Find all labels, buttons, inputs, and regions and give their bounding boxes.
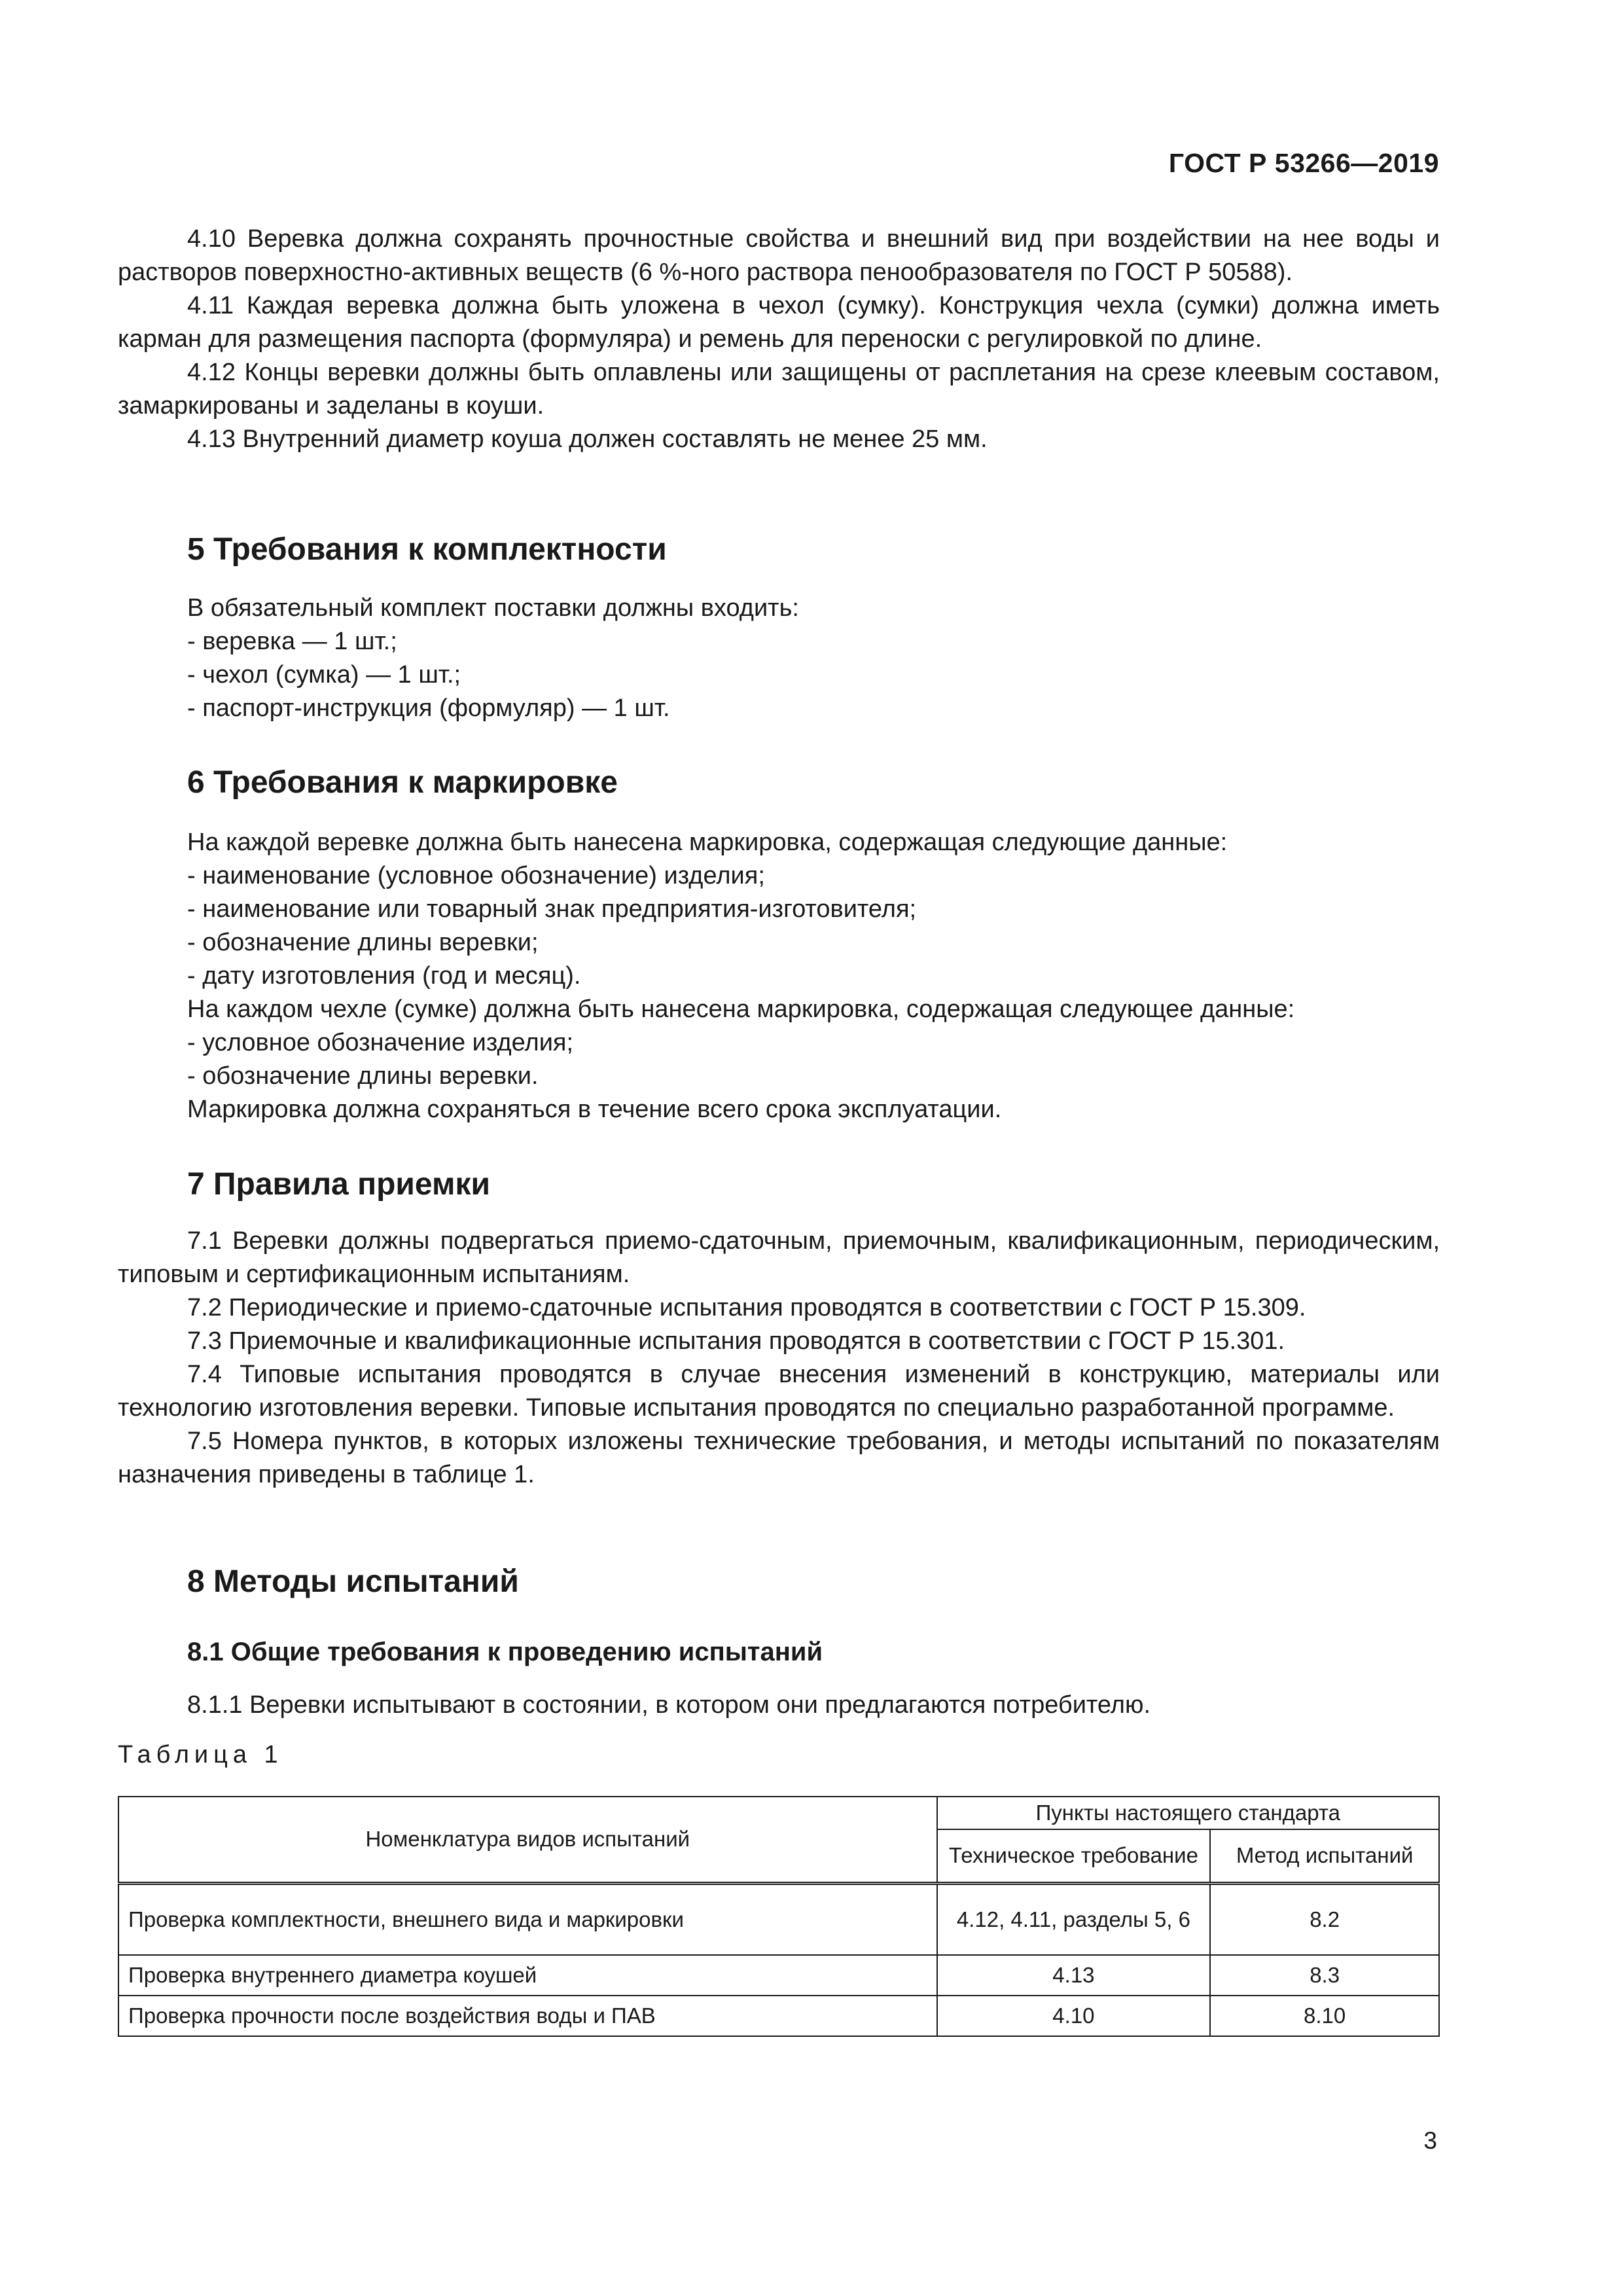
paragraph-7-1: 7.1 Веревки должны подвергаться приемо-сдаточным, приемочным, квалификационным, периодическим, типовым и сертификационным испытаниям. <box>118 1227 1440 1288</box>
list-item: - чехол (сумка) — 1 шт.; <box>187 661 461 689</box>
table-cell-tech: 4.13 <box>937 1955 1211 1996</box>
section-8-body <box>118 1689 1440 1722</box>
section-5-intro: В обязательный комплект поставки должны входить: <box>187 594 799 622</box>
list-item: - наименование или товарный знак предприятия-изготовителя; <box>187 895 917 923</box>
paragraph-7-3: 7.3 Приемочные и квалификационные испытания проводятся в соответствии с ГОСТ Р 15.301. <box>187 1327 1285 1355</box>
table-1 <box>118 1796 1440 2037</box>
document-header: ГОСТ Р 53266—2019 <box>1168 148 1439 178</box>
list-item: - условное обозначение изделия; <box>187 1029 574 1056</box>
header-nomenclature: Номенклатура видов испытаний <box>118 1797 937 1883</box>
section-6-closing: Маркировка должна сохраняться в течение всего срока эксплуатации. <box>187 1096 1002 1123</box>
section-8-1-title: 8.1 Общие требования к проведению испытаний <box>187 1638 823 1666</box>
list-item: - обозначение длины веревки; <box>187 929 539 956</box>
table-cell-method: 8.10 <box>1210 1996 1439 2036</box>
section-5-title: 5 Требования к комплектности <box>187 532 667 567</box>
section-6-intro-rope: На каждой веревке должна быть нанесена маркировка, содержащая следующие данные: <box>187 829 1228 856</box>
table-cell-tech: 4.12, 4.11, разделы 5, 6 <box>937 1883 1211 1955</box>
list-item: - дату изготовления (год и месяц). <box>187 962 581 990</box>
header-test-method: Метод испытаний <box>1210 1829 1439 1883</box>
section-5-list <box>118 625 1440 725</box>
table-cell-method: 8.2 <box>1210 1883 1439 1955</box>
paragraph-4-11: 4.11 Каждая веревка должна быть уложена в чехол (сумку). Конструкция чехла (сумки) должна иметь карман для размещения паспорта (формуляра) и ремень для переноски с регулировкой по длине. <box>118 292 1440 353</box>
section-7-body <box>118 1225 1440 1492</box>
paragraph-7-5: 7.5 Номера пунктов, в которых изложены технические требования, и методы испытаний по показателям назначения приведены в таблице 1. <box>118 1427 1440 1488</box>
header-clauses-group: Пункты настоящего стандарта <box>937 1797 1439 1829</box>
paragraph-7-2: 7.2 Периодические и приемо-сдаточные испытания проводятся в соответствии с ГОСТ Р 15.309. <box>187 1294 1306 1321</box>
paragraph-7-4: 7.4 Типовые испытания проводятся в случае внесения изменений в конструкцию, материалы или технологию изготовления веревки. Типовые испытания проводятся по специально разработанной программе. <box>118 1361 1440 1422</box>
page-number: 3 <box>1423 2127 1437 2154</box>
header-technical-requirement: Техническое требование <box>937 1829 1211 1883</box>
table-cell-name: Проверка комплектности, внешнего вида и маркировки <box>118 1883 937 1955</box>
paragraph-4-12: 4.12 Концы веревки должны быть оплавлены или защищены от расплетания на срезе клеевым составом, замаркированы и заделаны в коуши. <box>118 359 1440 420</box>
table-caption: Таблица 1 <box>118 1741 283 1768</box>
section-6-intro-cover: На каждом чехле (сумке) должна быть нанесена маркировка, содержащая следующее данные: <box>187 996 1295 1023</box>
list-item: - веревка — 1 шт.; <box>187 628 397 655</box>
table-cell-method: 8.3 <box>1210 1955 1439 1996</box>
section-6-body <box>118 826 1440 1126</box>
section-5-body <box>118 592 1440 725</box>
list-item: - обозначение длины веревки. <box>187 1062 539 1090</box>
section-6-list-cover <box>118 1026 1440 1093</box>
paragraph-4-10: 4.10 Веревка должна сохранять прочностные свойства и внешний вид при воздействии на нее воды и растворов поверхностно-активных веществ (6 %-ного раствора пенообразователя по ГОСТ Р 50588). <box>118 225 1440 286</box>
table-cell-name: Проверка прочности после воздействия воды и ПАВ <box>118 1996 937 2036</box>
paragraph-8-1-1: 8.1.1 Веревки испытывают в состоянии, в котором они предлагаются потребителю. <box>187 1691 1150 1719</box>
section-6-list-rope <box>118 859 1440 993</box>
section-6-title: 6 Требования к маркировке <box>187 765 618 800</box>
table-cell-tech: 4.10 <box>937 1996 1211 2036</box>
section-7-title: 7 Правила приемки <box>187 1167 491 1202</box>
list-item: - наименование (условное обозначение) изделия; <box>187 862 765 889</box>
section-4-tail <box>118 223 1440 456</box>
list-item: - паспорт-инструкция (формуляр) — 1 шт. <box>187 694 670 722</box>
table-cell-name: Проверка внутреннего диаметра коушей <box>118 1955 937 1996</box>
paragraph-4-13: 4.13 Внутренний диаметр коуша должен составлять не менее 25 мм. <box>187 425 988 453</box>
section-8-title: 8 Методы испытаний <box>187 1564 519 1599</box>
